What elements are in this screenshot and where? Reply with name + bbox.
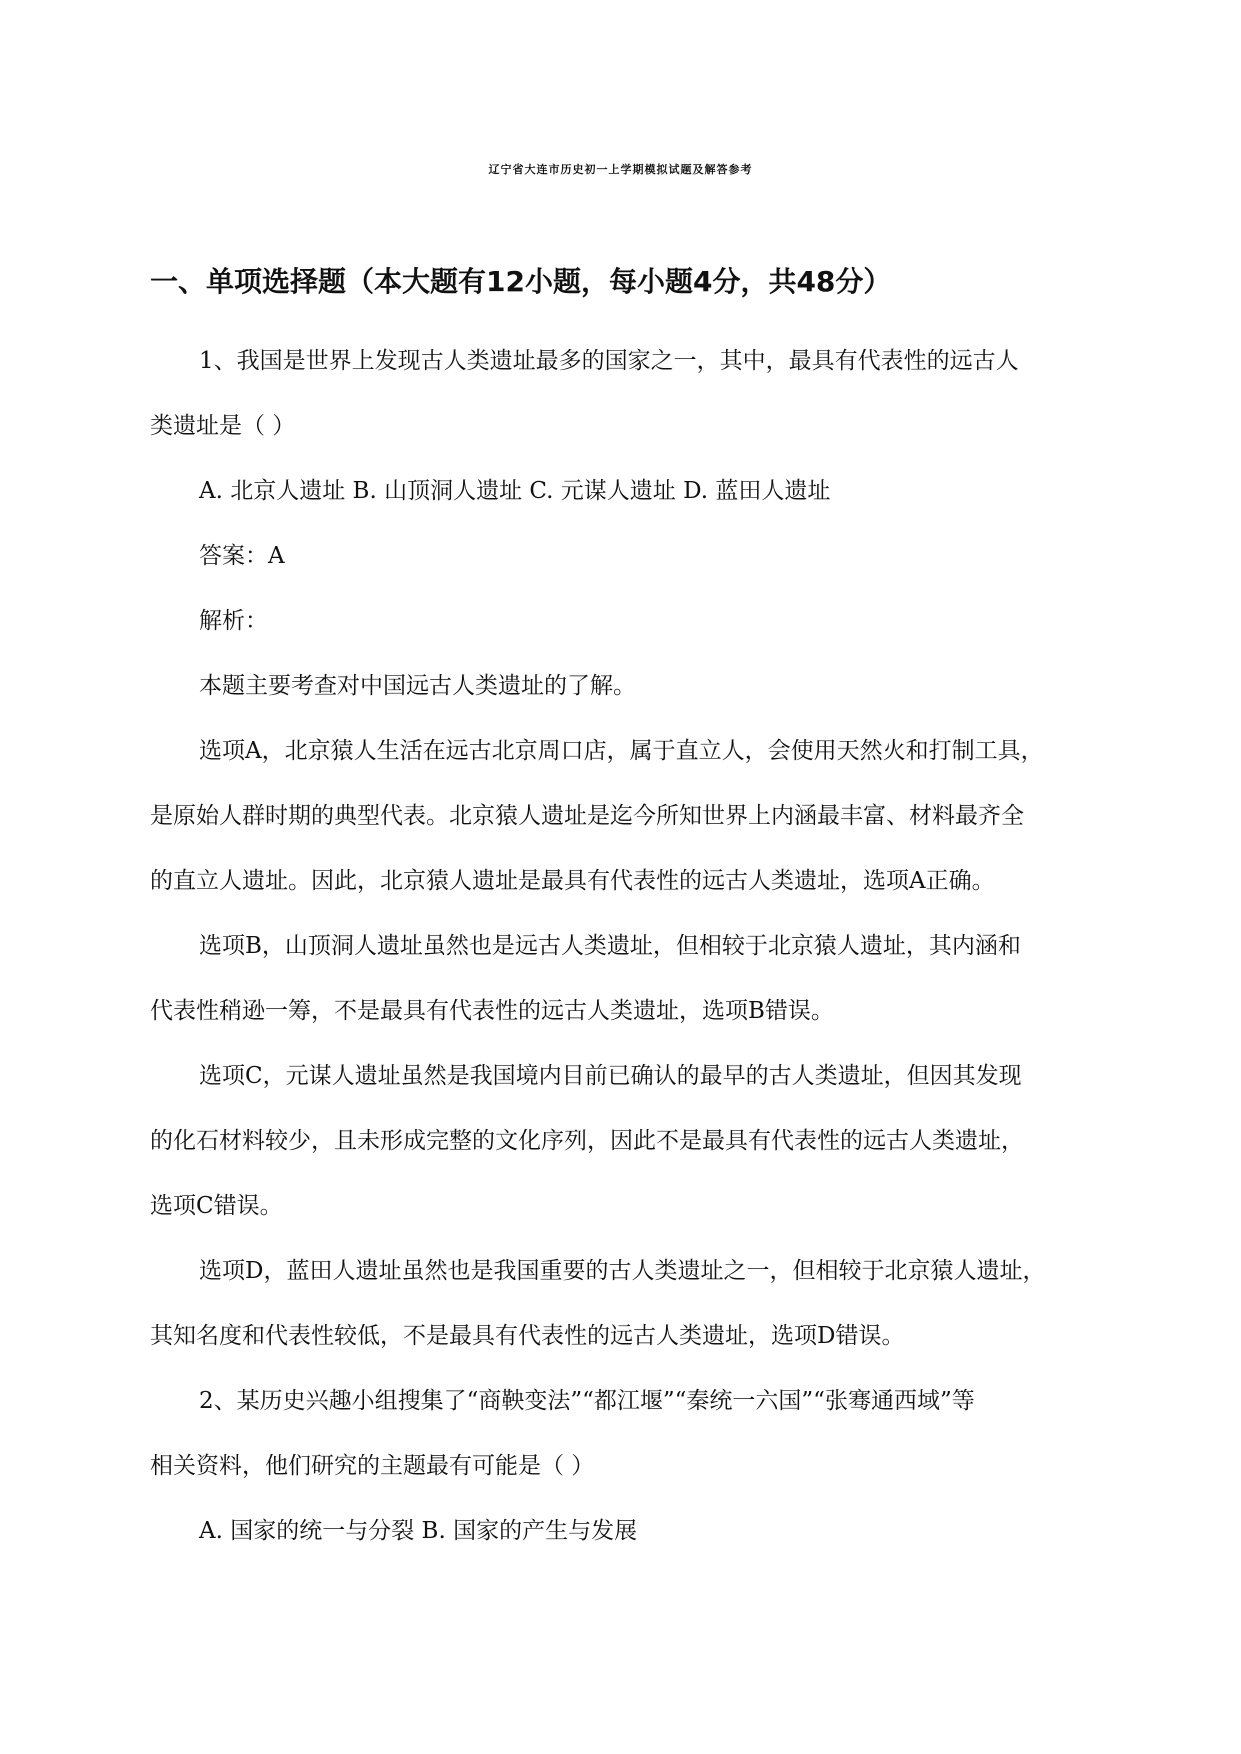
q1-stem-line-1: 1、我国是世界上发现古人类遗址最多的国家之一，其中，最具有代表性的远古人 <box>199 348 1019 374</box>
q2-stem-line-1: 2、某历史兴趣小组搜集了“商鞅变法”“都江堰”“秦统一六国”“张骞通西域”等 <box>199 1388 975 1414</box>
q1-option-d-line-1: 选项D，蓝田人遗址虽然也是我国重要的古人类遗址之一，但相较于北京猿人遗址， <box>199 1258 1046 1284</box>
q1-option-d-line-2: 其知名度和代表性较低，不是最具有代表性的远古人类遗址，选项D错误。 <box>150 1323 905 1349</box>
q1-option-a-line-3: 的直立人遗址。因此，北京猿人遗址是最具有代表性的远古人类遗址，选项A正确。 <box>150 868 995 894</box>
q1-analysis-label: 解析： <box>199 608 268 634</box>
q1-options: A. 北京人遗址 B. 山顶洞人遗址 C. 元谋人遗址 D. 蓝田人遗址 <box>199 478 831 504</box>
q1-option-a-line-2: 是原始人群时期的典型代表。北京猿人遗址是迄今所知世界上内涵最丰富、材料最齐全 <box>150 803 1024 829</box>
q1-option-b-line-1: 选项B，山顶洞人遗址虽然也是远古人类遗址，但相较于北京猿人遗址，其内涵和 <box>199 933 1021 959</box>
q1-stem-line-2: 类遗址是（ ） <box>150 413 296 439</box>
q1-option-c-line-1: 选项C，元谋人遗址虽然是我国境内目前已确认的最早的古人类遗址，但因其发现 <box>199 1063 1022 1089</box>
document-title: 辽宁省大连市历史初一上学期模拟试题及解答参考 <box>488 163 753 176</box>
q1-analysis-intro: 本题主要考查对中国远古人类遗址的了解。 <box>199 673 636 699</box>
q1-option-c-line-3: 选项C错误。 <box>150 1193 283 1219</box>
section-heading: 一、单项选择题（本大题有12小题，每小题4分，共48分） <box>150 265 892 298</box>
q1-option-c-line-2: 的化石材料较少，且未形成完整的文化序列，因此不是最具有代表性的远古人类遗址， <box>150 1128 1024 1154</box>
q2-stem-line-2: 相关资料，他们研究的主题最有可能是（ ） <box>150 1453 595 1479</box>
q1-option-b-line-2: 代表性稍逊一筹，不是最具有代表性的远古人类遗址，选项B错误。 <box>150 998 834 1024</box>
q1-answer: 答案：A <box>199 543 285 569</box>
q1-option-a-line-1: 选项A，北京猿人生活在远古北京周口店，属于直立人，会使用天然火和打制工具， <box>199 738 1044 764</box>
q2-options: A. 国家的统一与分裂 B. 国家的产生与发展 <box>199 1518 638 1544</box>
